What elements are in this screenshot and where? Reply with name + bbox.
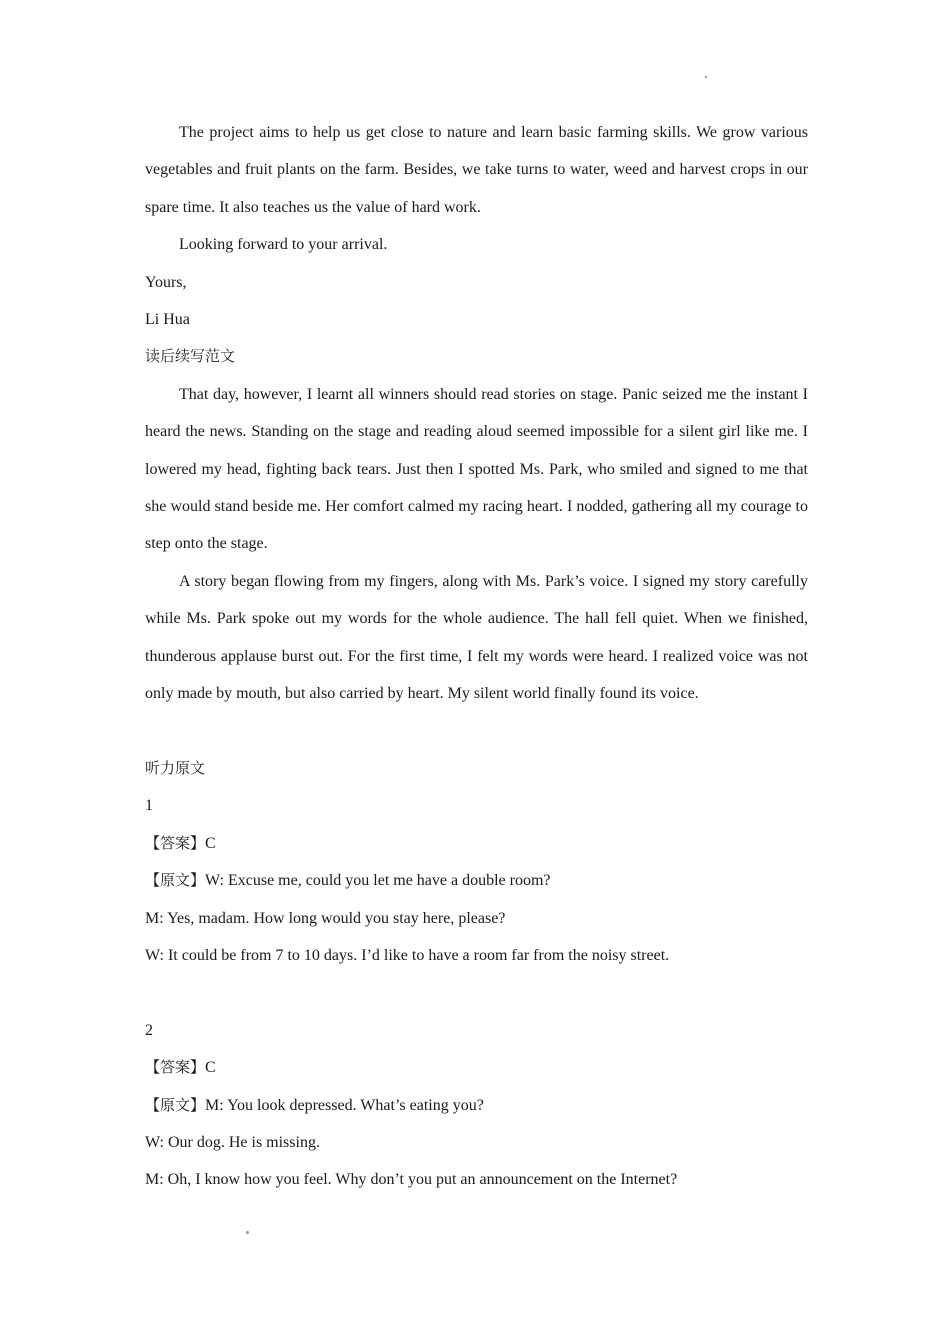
spacer (145, 713, 808, 750)
transcript-line (145, 862, 808, 899)
answer-value: C (205, 1059, 216, 1077)
page-mark-bottom (246, 1231, 249, 1234)
answer-tag: 【答案】 (145, 833, 206, 852)
answer-line (145, 825, 808, 862)
letter-sign-off: Yours, (145, 273, 187, 291)
answer-value: C (205, 834, 216, 852)
transcript-line (145, 1087, 808, 1124)
continuation-paragraph-1: That day, however, I learnt all winners should read stories on stage. Panic seized me the instant I heard the news. Standing on the stage and reading aloud seemed impossible for a silent girl like me. I lowered my head, fighting back tears. Just then I spotted Ms. Park, who smiled and signed to me that she would stand beside me. Her comfort calmed my racing heart. I nodded, gathering all my courage to step onto the stage. (145, 385, 808, 553)
transcript-text: W: Excuse me, could you let me have a double room? (205, 872, 551, 890)
letter-signature: Li Hua (145, 311, 190, 329)
page-mark-top (705, 76, 707, 78)
transcript-line: M: Oh, I know how you feel. Why don’t you put an announcement on the Internet? (145, 1171, 678, 1189)
question-number: 1 (145, 797, 153, 815)
document-page (145, 114, 808, 1199)
continuation-paragraph-2: A story began flowing from my fingers, along with Ms. Park’s voice. I signed my story carefully while Ms. Park spoke out my words for the whole audience. The hall fell quiet. When we finished, thunderous applause burst out. For the first time, I felt my words were heard. I realized voice was not only made by mouth, but also carried by heart. My silent world finally found its voice. (145, 572, 808, 703)
listening-item-2 (145, 1012, 808, 1199)
letter-paragraph: The project aims to help us get close to nature and learn basic farming skills. We grow various vegetables and fruit plants on the farm. Besides, we take turns to water, weed and harvest crops in our spare time. It also teaches us the value of hard work. (145, 124, 808, 216)
transcript-line: M: Yes, madam. How long would you stay here, please? (145, 909, 506, 927)
transcript-line: W: Our dog. He is missing. (145, 1133, 320, 1151)
listening-heading: 听力原文 (145, 758, 206, 777)
transcript-tag: 【原文】 (145, 871, 206, 890)
answer-line (145, 1049, 808, 1086)
spacer (145, 974, 808, 1011)
transcript-text: M: You look depressed. What’s eating you? (205, 1096, 484, 1114)
letter-closing-line: Looking forward to your arrival. (179, 236, 388, 254)
transcript-line: W: It could be from 7 to 10 days. I’d like to have a room far from the noisy street. (145, 946, 670, 964)
listening-item-1 (145, 787, 808, 974)
continuation-heading: 读后续写范文 (145, 347, 236, 366)
transcript-tag: 【原文】 (145, 1095, 206, 1114)
question-number: 2 (145, 1021, 153, 1039)
answer-tag: 【答案】 (145, 1058, 206, 1077)
